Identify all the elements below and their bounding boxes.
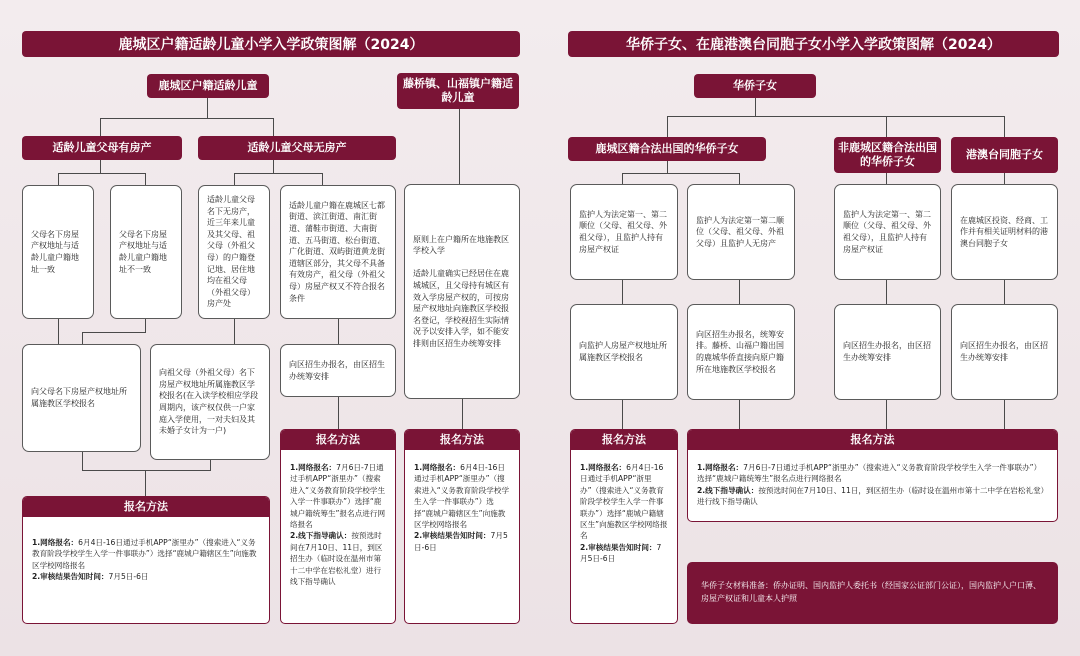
box-r4: 在鹿城区投资、经商、工作并有相关证明材料的港澳台同胞子女 [951, 184, 1058, 280]
connector [82, 332, 146, 333]
with-house-tag: 适龄儿童父母有房产 [22, 136, 182, 160]
step-online: 1.网络报名： [290, 463, 337, 472]
connector [622, 173, 740, 174]
connector [100, 160, 101, 173]
connector [234, 173, 323, 174]
method-panel-d [570, 429, 678, 624]
step-online: 1.网络报名： [580, 463, 627, 472]
connector [273, 160, 274, 173]
connector [145, 319, 146, 332]
method-panel-e [687, 429, 1058, 522]
connector [82, 332, 83, 344]
connector [1004, 280, 1005, 304]
step-result-text: 7月5日-6日 [108, 572, 149, 582]
connector [886, 400, 887, 429]
method-panel-c [404, 429, 520, 624]
box-house-match: 父母名下房屋产权地址与适龄儿童户籍地址一致 [22, 185, 94, 319]
step-online-text: 6月4日-16日通过手机APP“浙里办”（搜索进入“义务教育阶段学校学生入学一件事联办”）选择“鹿城户籍辖区生”向施教区学校网络报名 [414, 463, 510, 529]
connector [667, 116, 1004, 117]
connector [886, 116, 887, 137]
box-seven-streets: 适龄儿童户籍在鹿城区七都街道、滨江街道、南汇街道、蒲鞋市街道、大南街道、五马街道、松台街道、广化街道、双屿街道黄龙街道辖区部分，其父母不具备有效房产，祖父母（外祖父母）房屋产权又不符合报名条件 [280, 185, 396, 319]
hmt-tag: 港澳台同胞子女 [951, 137, 1058, 173]
method-label: 报名方法 [23, 497, 269, 517]
box-r2: 监护人为法定第一第二顺位（父母、祖父母、外祖父母）且监护人无房产 [687, 184, 795, 280]
step-result-text: 7月5日-6日 [580, 542, 662, 564]
non-lucheng-overseas-tag: 非鹿城区籍合法出国的华侨子女 [834, 137, 941, 173]
connector [273, 118, 274, 136]
box-r5: 向监护人房屋产权地址所属施教区学校报名 [570, 304, 678, 400]
step-offline: 2.线下指导确认： [697, 485, 759, 495]
connector [622, 400, 623, 429]
connector [462, 399, 463, 429]
step-online-text: 6月4日-16日通过手机APP“浙里办”（搜索进入“义务教育阶段学校学生入学一件事联办”）选择“鹿城户籍辖区生”向施教区学校网络报名 [32, 538, 257, 570]
step-result: 2.审核结果告知时间： [414, 531, 491, 541]
connector [338, 319, 339, 344]
box-r3: 监护人为法定第一、第二顺位（父母、祖父母、外祖父母），且监护人持有房屋产权证 [834, 184, 941, 280]
connector [234, 173, 235, 185]
no-house-tag: 适龄儿童父母无房产 [198, 136, 396, 160]
step-result-text: 7月5日-6日 [414, 531, 508, 552]
step-offline-text: 按预选时间在7月10日、11日，到区招生办（临时设在温州市第十二中学在岩松礼堂）进行线下指导确认 [290, 531, 383, 586]
connector [667, 116, 668, 137]
connector [886, 280, 887, 304]
box-grandparents-house: 适龄儿童父母名下无房产，近三年来儿童及其父母、祖父母（外祖父母）的户籍登记地、居住地均在祖父母（外祖父母）房产处 [198, 185, 270, 319]
step-offline: 2.线下指导确认： [290, 531, 352, 541]
box-grandparents-district: 向祖父母（外祖父母）名下房屋产权地址所属施教区学校报名(在入读学校相应学段周期内，该产权仅供一户家庭入学使用，一对夫妇及其未婚子女计为一户) [150, 344, 270, 460]
connector [145, 173, 146, 185]
step-online: 1.网络报名： [414, 463, 461, 472]
left-title: 鹿城区户籍适龄儿童小学入学政策图解（2024） [22, 31, 520, 57]
method-panel-b [280, 429, 396, 624]
connector [622, 280, 623, 304]
method-panel-a [22, 496, 270, 624]
step-online-text: 7月6日-7日通过手机APP“浙里办”（搜索进入“义务教育阶段学校学生入学一件事联办”）选择“鹿城户籍统筹生”报名点进行网络报名 [697, 463, 1042, 484]
connector [739, 400, 740, 429]
step-online-text: 6月4日-16日通过手机APP“浙里办”（搜索进入“义务教育阶段学校学生入学一件事联办”）选择“鹿城户籍辖区生”向施教区学校网络报名 [580, 463, 668, 541]
lucheng-overseas-tag: 鹿城区籍合法出国的华侨子女 [568, 137, 766, 161]
connector [145, 470, 146, 496]
connector [338, 397, 339, 429]
connector [739, 173, 740, 184]
connector [100, 118, 274, 119]
connector [100, 118, 101, 136]
connector [82, 470, 211, 471]
connector [459, 109, 460, 184]
method-label: 报名方法 [405, 430, 519, 450]
box-r6: 向区招生办报名，统筹安排。藤桥、山福户籍出国的鹿城华侨直接向原户籍所在地施教区学校报名 [687, 304, 795, 400]
connector [622, 173, 623, 184]
method-label: 报名方法 [688, 430, 1057, 450]
connector [1004, 173, 1005, 184]
right-title: 华侨子女、在鹿港澳台同胞子女小学入学政策图解（2024） [568, 31, 1059, 57]
connector [58, 173, 59, 185]
connector [58, 319, 59, 344]
left-main-tag: 鹿城区户籍适龄儿童 [147, 74, 269, 98]
materials-note: 华侨子女材料准备：侨办证明、国内监护人委托书（经国家公证部门公证），国内监护人户口薄、房屋产权证和儿童本人护照 [687, 562, 1058, 624]
connector [210, 460, 211, 470]
box-house-mismatch: 父母名下房屋产权地址与适龄儿童户籍地址不一致 [110, 185, 182, 319]
connector [207, 98, 208, 118]
step-result: 2.审核结果告知时间： [580, 542, 657, 552]
connector [1004, 400, 1005, 429]
step-offline-text: 按预选时间在7月10日、11日，到区招生办（临时设在温州市第十二中学在岩松礼堂）进行线下指导确认 [697, 485, 1045, 507]
connector [739, 280, 740, 304]
step-online: 1.网络报名： [697, 463, 744, 472]
connector [322, 173, 323, 185]
connector [1004, 116, 1005, 137]
connector [58, 173, 146, 174]
connector [82, 452, 83, 470]
connector [667, 161, 668, 173]
method-label: 报名方法 [281, 430, 395, 450]
connector [886, 173, 887, 184]
connector [755, 98, 756, 116]
right-main-tag: 华侨子女 [694, 74, 816, 98]
step-online: 1.网络报名： [32, 538, 79, 547]
step-result: 2.审核结果告知时间： [32, 572, 109, 582]
box-town: 原则上在户籍所在地施教区学校入学 适龄儿童确实已经居住在鹿城城区，且父母持有城区有效入学房屋产权的，可按房屋产权地址向施教区学校报名登记，学校视招生实际情况予以安排入学，如不能安排则由区招生办统筹安排 [404, 184, 520, 399]
connector [234, 319, 235, 344]
box-r7: 向区招生办报名，由区招生办统筹安排 [834, 304, 941, 400]
box-parents-district: 向父母名下房屋产权地址所属施教区学校报名 [22, 344, 141, 452]
town-tag: 藤桥镇、山福镇户籍适龄儿童 [397, 73, 519, 109]
box-r8: 向区招生办报名，由区招生办统筹安排 [951, 304, 1058, 400]
box-district-office-left: 向区招生办报名，由区招生办统筹安排 [280, 344, 396, 397]
method-label: 报名方法 [571, 430, 677, 450]
box-r1: 监护人为法定第一、第二顺位（父母、祖父母、外祖父母），且监护人持有房屋产权证 [570, 184, 678, 280]
step-online-text: 7月6日-7日通过手机APP“浙里办”（搜索进入“义务教育阶段学校学生入学一件事联办”）选择“鹿城户籍统筹生”报名点进行网络报名 [290, 463, 386, 529]
